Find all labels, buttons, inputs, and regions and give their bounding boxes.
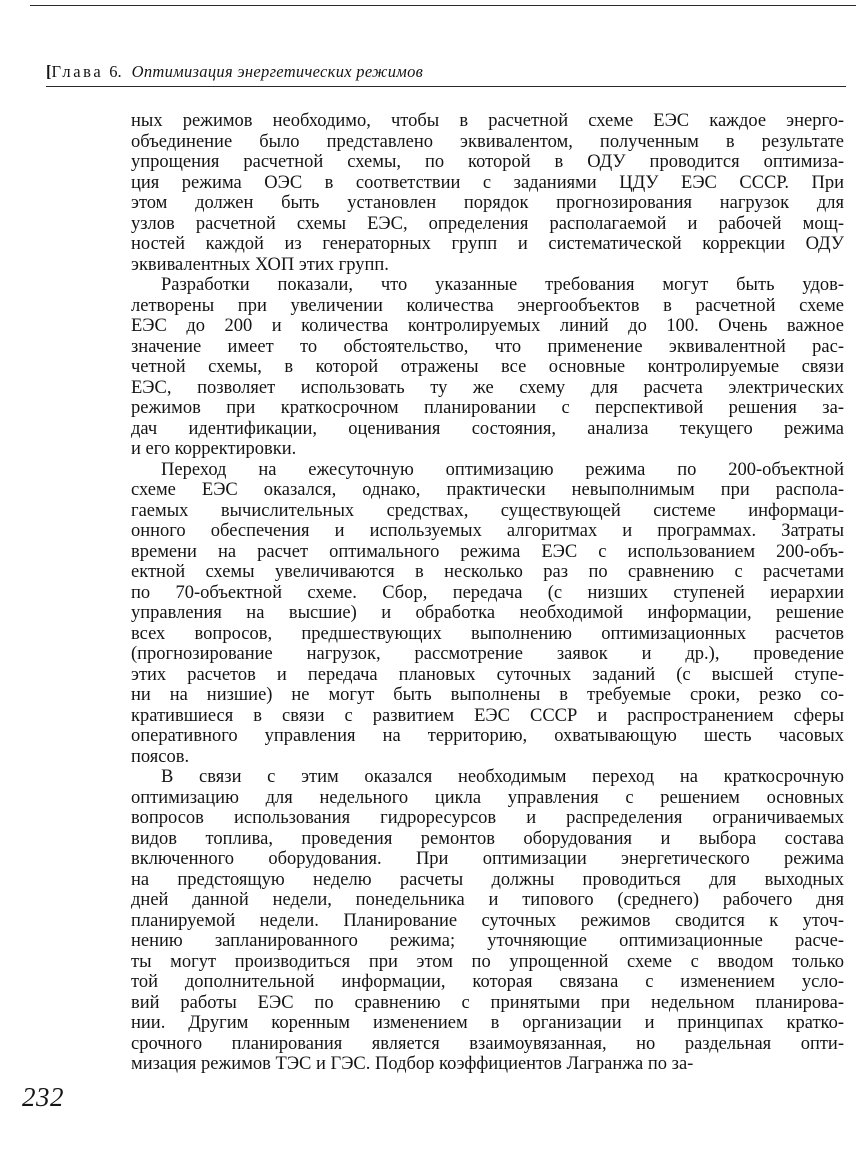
text-line: онного обеспечения и используемых алгоритмах и программах. Затраты bbox=[131, 521, 844, 541]
text-line: оперативного управления на территорию, охватывающую шесть часовых bbox=[131, 726, 844, 746]
text-line: упрощения расчетной схемы, по которой в ОДУ проводится оптимиза- bbox=[131, 152, 844, 172]
text-line: ЕЭС до 200 и количества контролируемых линий до 100. Очень важное bbox=[131, 316, 844, 336]
text-line: этом должен быть установлен порядок прогнозирования нагрузок для bbox=[131, 193, 844, 213]
header-rule bbox=[46, 86, 846, 87]
paragraph bbox=[131, 460, 844, 768]
body-text bbox=[131, 111, 844, 1075]
text-line: и его корректировки. bbox=[131, 439, 297, 459]
text-line: ты могут производиться при этом по упрощенной схеме с вводом только bbox=[131, 951, 844, 972]
text-line: режимов при краткосрочном планировании с перспективой решения за- bbox=[131, 398, 844, 418]
text-line: ЕЭС, позволяет использовать ту же схему для расчета электрических bbox=[131, 377, 844, 398]
text-line: той дополнительной информации, которая связана с изменением усло- bbox=[131, 972, 844, 992]
paragraph bbox=[131, 275, 844, 460]
text-line: В связи с этим оказался необходимым переход на краткосрочную bbox=[161, 767, 844, 787]
text-line: значение имеет то обстоятельство, что применение эквивалентной рас- bbox=[131, 336, 844, 357]
text-line: дач идентификации, оценивания состояния, анализа текущего режима bbox=[131, 418, 844, 439]
text-line: поясов. bbox=[131, 746, 190, 767]
text-line: ция режима ОЭС в соответствии с заданиями ЦДУ ЕЭС СССР. При bbox=[131, 172, 844, 193]
header-chapter-title: Оптимизация энергетических режимов bbox=[131, 62, 424, 81]
text-line: времени на расчет оптимального режима ЕЭС с использованием 200-объ- bbox=[131, 541, 844, 562]
text-line: всех вопросов, предшествующих выполнению оптимизационных расчетов bbox=[131, 623, 844, 644]
text-line: этих расчетов и передача плановых суточных заданий (с высшей ступе- bbox=[131, 664, 844, 685]
text-line: управления на высшие) и обработка необходимой информации, решение bbox=[131, 603, 844, 623]
text-line: планируемой недели. Планирование суточных режимов сводится к уточ- bbox=[131, 910, 844, 931]
text-line: объединение было представлено эквивалентом, полученным в результате bbox=[131, 131, 844, 152]
running-header bbox=[46, 62, 423, 82]
page-number: 232 bbox=[22, 1082, 64, 1112]
paragraph bbox=[131, 111, 844, 275]
text-line: оптимизацию для недельного цикла управления с решением основных bbox=[131, 787, 844, 808]
text-line: ни на низшие) не могут быть выполнены в требуемые сроки, резко со- bbox=[131, 685, 844, 705]
text-line: вий работы ЕЭС по сравнению с принятыми при недельном планирова- bbox=[131, 992, 844, 1013]
text-line: нению запланированного режима; уточняющие оптимизационные расче- bbox=[131, 931, 844, 951]
text-line: Переход на ежесуточную оптимизацию режима по 200-объектной bbox=[161, 459, 844, 480]
text-line: нии. Другим коренным изменением в организации и принципах кратко- bbox=[131, 1013, 844, 1033]
text-line: срочного планирования является взаимоувязанная, но раздельная опти- bbox=[131, 1033, 844, 1054]
text-line: по 70-объектной схеме. Сбор, передача (с низших ступеней иерархии bbox=[131, 582, 844, 603]
paragraph bbox=[131, 767, 844, 1075]
text-line: ностей каждой из генераторных групп и систематической коррекции ОДУ bbox=[131, 234, 844, 254]
header-chapter-number: 6. bbox=[109, 62, 122, 81]
text-line: ных режимов необходимо, чтобы в расчетной схеме ЕЭС каждое энерго- bbox=[131, 111, 844, 131]
text-line: Разработки показали, что указанные требования могут быть удов- bbox=[161, 275, 844, 295]
text-line: мизация режимов ТЭС и ГЭС. Подбор коэффициентов Лагранжа по за- bbox=[131, 1054, 694, 1074]
text-line: четной схемы, в которой отражены все основные контролируемые связи bbox=[131, 357, 844, 377]
text-line: ектной схемы увеличиваются в несколько раз по сравнению с расчетами bbox=[131, 562, 844, 582]
text-line: дней данной недели, понедельника и типового (среднего) рабочего дня bbox=[131, 890, 844, 910]
text-line: узлов расчетной схемы ЕЭС, определения располагаемой и рабочей мощ- bbox=[131, 213, 844, 234]
text-line: схеме ЕЭС оказался, однако, практически невыполнимым при распола- bbox=[131, 480, 844, 500]
text-line: на предстоящую неделю расчеты должны проводиться для выходных bbox=[131, 869, 844, 890]
text-line: гаемых вычислительных средствах, существующей системе информаци- bbox=[131, 500, 844, 521]
header-bracket: [ bbox=[46, 62, 52, 81]
text-line: (прогнозирование нагрузок, рассмотрение заявок и др.), проведение bbox=[131, 644, 844, 664]
text-line: включенного оборудования. При оптимизации энергетического режима bbox=[131, 849, 844, 869]
text-line: кратившиеся в связи с развитием ЕЭС СССР и распространением сферы bbox=[131, 705, 844, 726]
text-line: эквивалентных ХОП этих групп. bbox=[131, 254, 389, 275]
header-chapter-word: Глава bbox=[51, 62, 104, 81]
text-line: летворены при увеличении количества энергообъектов в расчетной схеме bbox=[131, 295, 844, 316]
text-line: вопросов использования гидроресурсов и распределения ограничиваемых bbox=[131, 808, 844, 828]
text-line: видов топлива, проведения ремонтов оборудования и выбора состава bbox=[131, 828, 844, 849]
top-border-rule bbox=[30, 5, 856, 6]
